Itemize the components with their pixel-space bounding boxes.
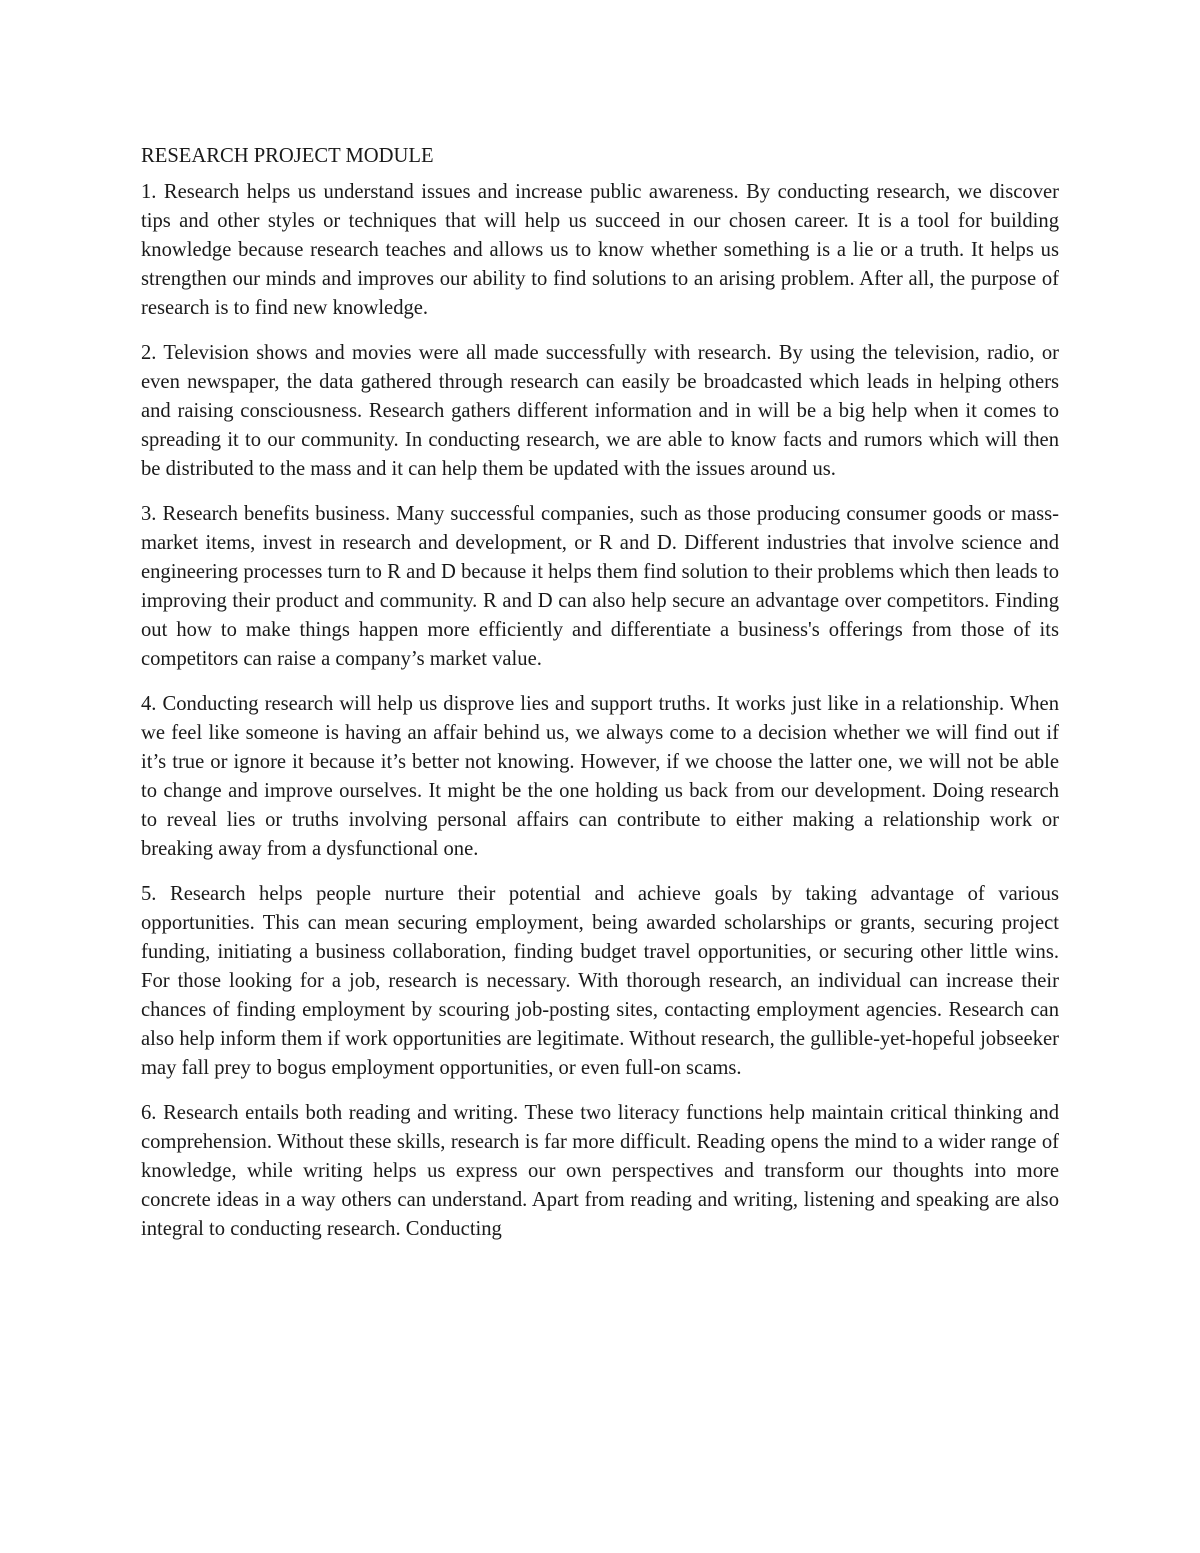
- paragraph-6: 6. Research entails both reading and writing. These two literacy functions help maintain critical thinking and comprehension. Without these skills, research is far more difficult. Reading opens the mind to a wider range of knowledge, while writing helps us express our own perspectives and transform our thoughts into more concrete ideas in a way others can understand. Apart from reading and writing, listening and speaking are also integral to conducting research. Conducting: [141, 1102, 1059, 1240]
- paragraph-5: 5. Research helps people nurture their potential and achieve goals by taking advantage of various opportunities. This can mean securing employment, being awarded scholarships or grants, securing project funding, initiating a business collaboration, finding budget travel opportunities, or securing other little wins. For those looking for a job, research is necessary. With thorough research, an individual can increase their chances of finding employment by scouring job-posting sites, contacting employment agencies. Research can also help inform them if work opportunities are legitimate. Without research, the gullible-yet-hopeful jobseeker may fall prey to bogus employment opportunities, or even full-on scams.: [141, 883, 1059, 1079]
- document-body: [141, 142, 1059, 1260]
- paragraph-3: 3. Research benefits business. Many successful companies, such as those producing consumer goods or mass-market items, invest in research and development, or R and D. Different industries that involve science and engineering processes turn to R and D because it helps them find solution to their problems which then leads to improving their product and community. R and D can also help secure an advantage over competitors. Finding out how to make things happen more efficiently and differentiate a business's offerings from those of its competitors can raise a company’s market value.: [141, 503, 1059, 670]
- paragraph-2: 2. Television shows and movies were all made successfully with research. By using the television, radio, or even newspaper, the data gathered through research can easily be broadcasted which leads in helping others and raising consciousness. Research gathers different information and in will be a big help when it comes to spreading it to our community. In conducting research, we are able to know facts and rumors which will then be distributed to the mass and it can help them be updated with the issues around us.: [141, 342, 1059, 480]
- paragraph-4: 4. Conducting research will help us disprove lies and support truths. It works just like in a relationship. When we feel like someone is having an affair behind us, we always come to a decision whether we will find out if it’s true or ignore it because it’s better not knowing. However, if we choose the latter one, we will not be able to change and improve ourselves. It might be the one holding us back from our development. Doing research to reveal lies or truths involving personal affairs can contribute to either making a relationship work or breaking away from a dysfunctional one.: [141, 693, 1059, 860]
- document-title: RESEARCH PROJECT MODULE: [141, 145, 434, 167]
- paragraph-1: 1. Research helps us understand issues and increase public awareness. By conducting research, we discover tips and other styles or techniques that will help us succeed in our chosen career. It is a tool for building knowledge because research teaches and allows us to know whether something is a lie or a truth. It helps us strengthen our minds and improves our ability to find solutions to an arising problem. After all, the purpose of research is to find new knowledge.: [141, 181, 1059, 319]
